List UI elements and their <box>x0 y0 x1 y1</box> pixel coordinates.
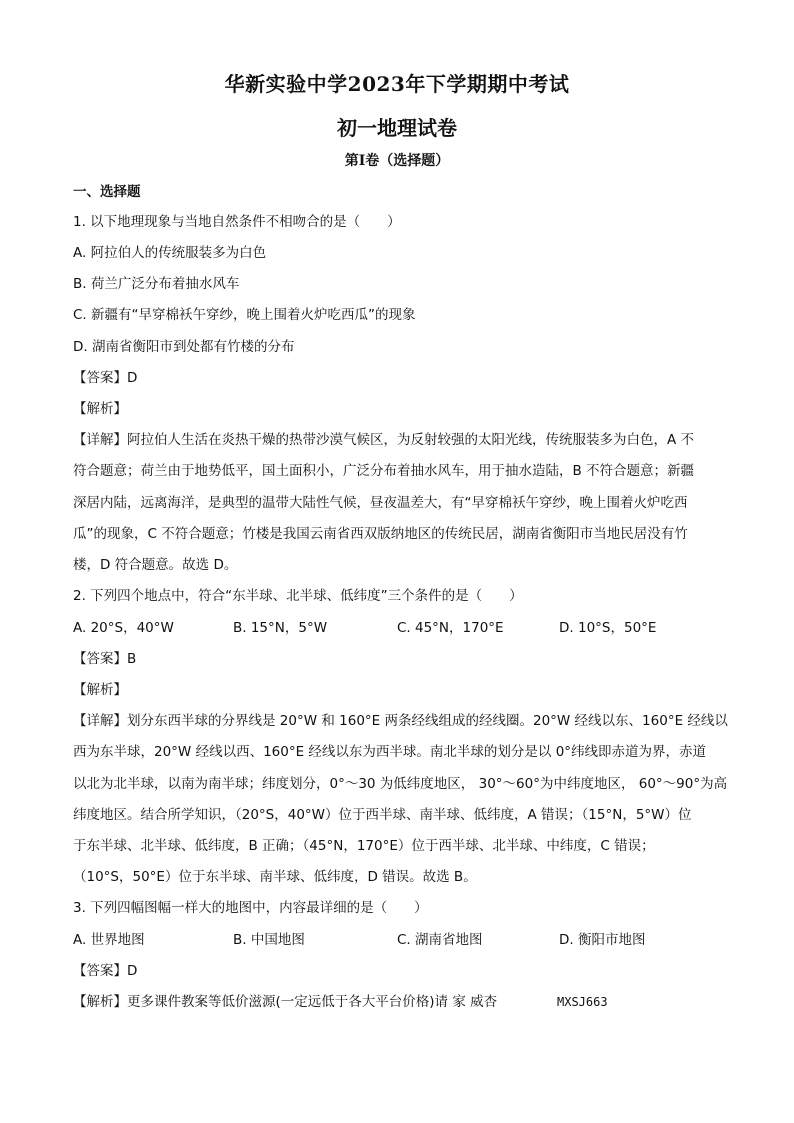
q3-analysis-text: 【解析】更多课件教案等低价滋源(一定远低于各大平台价格)请 家 威杏 <box>73 994 498 1010</box>
q2-option-b: B. 15°N，5°W <box>233 620 328 636</box>
q1-answer: 【答案】D <box>73 370 138 386</box>
q3-option-b: B. 中国地图 <box>233 932 305 948</box>
q3-option-c: C. 湖南省地图 <box>397 932 483 948</box>
q1-detail-line: 瓜”的现象，C 不符合题意；竹楼是我国云南省西双版纳地区的传统民居，湖南省衡阳市当地民居没有竹 <box>73 526 688 542</box>
section-title: 一、选择题 <box>73 184 141 200</box>
q1-detail-line: 符合题意；荷兰由于地势低平，国土面积小，广泛分布着抽水风车，用于抽水造陆，B 不符合题意；新疆 <box>73 463 695 479</box>
q2-detail-line: 纬度地区。结合所学知识，（20°S，40°W）位于西半球、南半球、低纬度，A 错误；（15°N，5°W）位 <box>73 807 692 823</box>
q2-option-c: C. 45°N，170°E <box>397 620 504 636</box>
exam-title: 华新实验中学2023年下学期期中考试 <box>224 72 570 96</box>
q3-option-d: D. 衡阳市地图 <box>559 932 646 948</box>
q2-analysis-label: 【解析】 <box>73 682 127 698</box>
q1-analysis-label: 【解析】 <box>73 401 127 417</box>
q2-answer: 【答案】B <box>73 651 137 667</box>
q2-detail-line: 【详解】划分东西半球的分界线是 20°W 和 160°E 两条经线组成的经线圈。20°W 经线以东、160°E 经线以 <box>73 713 728 729</box>
q1-detail-line: 楼，D 符合题意。故选 D。 <box>73 557 238 573</box>
q1-option-d: D. 湖南省衡阳市到处都有竹楼的分布 <box>73 339 295 355</box>
q1-option-a: A. 阿拉伯人的传统服装多为白色 <box>73 245 267 261</box>
q3-analysis-label <box>73 992 733 1012</box>
q3-option-a: A. 世界地图 <box>73 932 145 948</box>
q1-detail-line: 深居内陆，远离海洋，是典型的温带大陆性气候，昼夜温差大，有“早穿棉袄午穿纱，晚上围着火炉吃西 <box>73 495 688 511</box>
q2-detail-line: 于东半球、北半球、低纬度，B 正确；（45°N，170°E）位于西半球、北半球、中纬度，C 错误； <box>73 838 655 854</box>
q2-detail-line: （10°S，50°E）位于东半球、南半球、低纬度，D 错误。故选 B。 <box>73 869 477 885</box>
part-title: 第Ⅰ卷（选择题） <box>344 153 450 169</box>
q3-stem: 3. 下列四幅图幅一样大的地图中，内容最详细的是（ ） <box>73 900 428 916</box>
q1-detail-line: 【详解】阿拉伯人生活在炎热干燥的热带沙漠气候区，为反射较强的太阳光线，传统服装多为白色，A 不 <box>73 432 695 448</box>
q2-detail-line: 西为东半球，20°W 经线以西、160°E 经线以东为西半球。南北半球的划分是以 0°纬线即赤道为界，赤道 <box>73 744 707 760</box>
q2-stem: 2. 下列四个地点中，符合“东半球、北半球、低纬度”三个条件的是（ ） <box>73 588 523 604</box>
q1-option-c: C. 新疆有“早穿棉袄午穿纱，晚上围着火炉吃西瓜”的现象 <box>73 307 416 323</box>
exam-subtitle: 初一地理试卷 <box>337 116 457 140</box>
q2-option-d: D. 10°S，50°E <box>559 620 657 636</box>
q2-option-a: A. 20°S，40°W <box>73 620 174 636</box>
contact-code: MXSJ663 <box>557 995 608 1009</box>
q1-stem: 1. 以下地理现象与当地自然条件不相吻合的是（ ） <box>73 214 401 230</box>
q2-detail-line: 以北为北半球，以南为南半球；纬度划分，0°～30 为低纬度地区， 30°～60°为中纬度地区， 60°～90°为高 <box>73 776 728 792</box>
q3-answer: 【答案】D <box>73 963 138 979</box>
q1-option-b: B. 荷兰广泛分布着抽水风车 <box>73 276 240 292</box>
